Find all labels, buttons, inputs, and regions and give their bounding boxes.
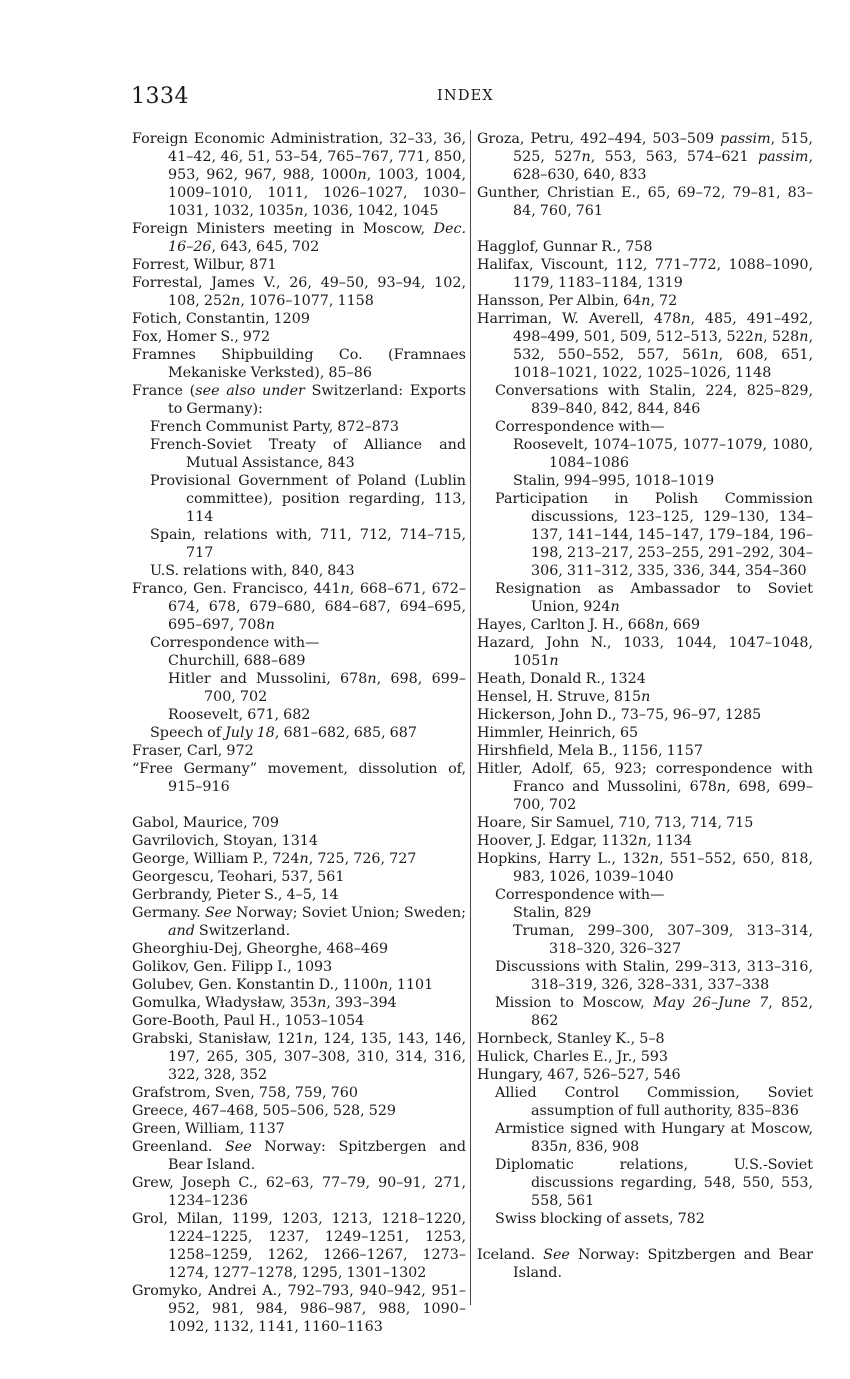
index-entry: Gore-Booth, Paul H., 1053–1054 [132, 1013, 365, 1029]
index-entry: Germany. See Norway; Soviet Union; Sweden; and Switzerland. [132, 905, 466, 939]
index-entry: Hensel, H. Struve, 815n [477, 689, 651, 705]
index-subentry: Correspondence with— [495, 419, 665, 435]
index-entry: Forrestal, James V., 26, 49–50, 93–94, 102, 108, 252n, 1076–1077, 1158 [132, 275, 466, 309]
index-entry: Gunther, Christian E., 65, 69–72, 79–81, 83–84, 760, 761 [477, 185, 813, 219]
index-entry: Golikov, Gen. Filipp I., 1093 [132, 959, 333, 975]
index-subentry: Correspondence with— [150, 635, 320, 651]
index-subentry: French Communist Party, 872–873 [150, 419, 400, 435]
index-entry: Gerbrandy, Pieter S., 4–5, 14 [132, 887, 339, 903]
index-entry: Forrest, Wilbur, 871 [132, 257, 277, 273]
index-subentry: French-Soviet Treaty of Alliance and Mutual Assistance, 843 [150, 437, 466, 471]
index-entry: Harriman, W. Averell, 478n, 485, 491–492, 498–499, 501, 509, 512–513, 522n, 528n, 532, 550–552, 557, 561n, 608, 651, 1018–1021, 1022, 1025–1026, 1148 [477, 311, 813, 381]
index-subentry: Roosevelt, 671, 682 [168, 707, 311, 723]
index-entry: Gheorghiu-Dej, Gheorghe, 468–469 [132, 941, 389, 957]
index-subentry: Provisional Government of Poland (Lublin committee), position regarding, 113, 114 [150, 473, 466, 525]
index-entry: Green, William, 1137 [132, 1121, 285, 1137]
index-entry: Hayes, Carlton J. H., 668n, 669 [477, 617, 701, 633]
index-entry: Heath, Donald R., 1324 [477, 671, 646, 687]
index-subentry: Swiss blocking of assets, 782 [495, 1211, 705, 1227]
index-entry: Framnes Shipbuilding Co. (Framnaes Mekaniske Verksted), 85–86 [132, 347, 466, 381]
index-subentry: U.S. relations with, 840, 843 [150, 563, 355, 579]
index-subentry: Spain, relations with, 711, 712, 714–715, 717 [150, 527, 466, 561]
index-entry: Hoare, Sir Samuel, 710, 713, 714, 715 [477, 815, 754, 831]
index-entry: Hornbeck, Stanley K., 5–8 [477, 1031, 665, 1047]
index-subentry: Mission to Moscow, May 26–June 7, 852, 862 [495, 995, 813, 1029]
index-subentry: Hitler and Mussolini, 678n, 698, 699–700, 702 [168, 671, 467, 705]
index-entry: Grabski, Stanisław, 121n, 124, 135, 143, 146, 197, 265, 305, 307–308, 310, 314, 316, 322, 328, 352 [132, 1031, 466, 1083]
column-divider [470, 130, 471, 1305]
index-subentry: Correspondence with— [495, 887, 665, 903]
index-entry: Foreign Economic Administration, 32–33, 36, 41–42, 46, 51, 53–54, 765–767, 771, 850, 953, 962, 967, 988, 1000n, 1003, 1004, 1009–1010, 1011, 1026–1027, 1030–1031, 1032, 1035n, 1036, 1042, 1045 [132, 131, 466, 219]
index-entry: Gabol, Maurice, 709 [132, 815, 279, 831]
index-entry: Hitler, Adolf, 65, 923; correspondence with Franco and Mussolini, 678n, 698, 699–700, 702 [477, 761, 813, 813]
index-subentry: Speech of July 18, 681–682, 685, 687 [150, 725, 417, 741]
index-entry: Grol, Milan, 1199, 1203, 1213, 1218–1220, 1224–1225, 1237, 1249–1251, 1253, 1258–1259, 1262, 1266–1267, 1273–1274, 1277–1278, 1295, 1301–1302 [132, 1211, 466, 1281]
index-entry: Grafstrom, Sven, 758, 759, 760 [132, 1085, 358, 1101]
index-entry: Himmler, Heinrich, 65 [477, 725, 639, 741]
index-entry: Hickerson, John D., 73–75, 96–97, 1285 [477, 707, 762, 723]
index-entry: Gromyko, Andrei A., 792–793, 940–942, 951–952, 981, 984, 986–987, 988, 1090–1092, 1132, 1141, 1160–1163 [132, 1283, 466, 1335]
index-subentry: Resignation as Ambassador to Soviet Union, 924n [495, 581, 813, 615]
index-entry: Hansson, Per Albin, 64n, 72 [477, 293, 678, 309]
index-subentry: Stalin, 829 [513, 905, 592, 921]
index-entry: Gomulka, Władysław, 353n, 393–394 [132, 995, 397, 1011]
index-entry: Halifax, Viscount, 112, 771–772, 1088–1090, 1179, 1183–1184, 1319 [477, 257, 813, 291]
index-column-right [477, 130, 813, 1282]
index-entry: Hulick, Charles E., Jr., 593 [477, 1049, 668, 1065]
index-entry: Hagglof, Gunnar R., 758 [477, 239, 653, 255]
index-entry: “Free Germany” movement, dissolution of, 915–916 [132, 761, 466, 795]
index-subentry: Roosevelt, 1074–1075, 1077–1079, 1080, 1084–1086 [513, 437, 813, 471]
index-subentry: Churchill, 688–689 [168, 653, 306, 669]
index-entry: Fox, Homer S., 972 [132, 329, 271, 345]
index-entry: Iceland. See Norway: Spitzbergen and Bear Island. [477, 1247, 813, 1281]
index-subentry: Stalin, 994–995, 1018–1019 [513, 473, 715, 489]
index-entry: Foreign Ministers meeting in Moscow, Dec. 16–26, 643, 645, 702 [132, 221, 466, 255]
running-head: INDEX [437, 88, 494, 104]
index-entry: George, William P., 724n, 725, 726, 727 [132, 851, 417, 867]
index-entry: Hopkins, Harry L., 132n, 551–552, 650, 818, 983, 1026, 1039–1040 [477, 851, 813, 885]
index-entry: France (see also under Switzerland: Exports to Germany): [132, 383, 466, 417]
index-entry: Groza, Petru, 492–494, 503–509 passim, 515, 525, 527n, 553, 563, 574–621 passim, 628–630, 640, 833 [477, 131, 813, 183]
index-entry: Hungary, 467, 526–527, 546 [477, 1067, 681, 1083]
index-subentry: Participation in Polish Commission discussions, 123–125, 129–130, 134–137, 141–144, 145–147, 179–184, 196–198, 213–217, 253–255, 291–292, 304–306, 311–312, 335, 336, 344, 354–360 [495, 491, 813, 579]
index-subentry: Armistice signed with Hungary at Moscow, 835n, 836, 908 [495, 1121, 813, 1155]
index-entry: Grew, Joseph C., 62–63, 77–79, 90–91, 271, 1234–1236 [132, 1175, 466, 1209]
index-entry: Fotich, Constantin, 1209 [132, 311, 310, 327]
index-subentry: Allied Control Commission, Soviet assumption of full authority, 835–836 [495, 1085, 813, 1119]
index-entry: Georgescu, Teohari, 537, 561 [132, 869, 345, 885]
index-subentry: Diplomatic relations, U.S.-Soviet discussions regarding, 548, 550, 553, 558, 561 [495, 1157, 813, 1209]
index-entry: Golubev, Gen. Konstantin D., 1100n, 1101 [132, 977, 434, 993]
index-entry: Fraser, Carl, 972 [132, 743, 254, 759]
index-subentry: Discussions with Stalin, 299–313, 313–316, 318–319, 326, 328–331, 337–338 [495, 959, 813, 993]
index-entry: Greece, 467–468, 505–506, 528, 529 [132, 1103, 397, 1119]
index-column-left [132, 130, 466, 1336]
index-entry: Franco, Gen. Francisco, 441n, 668–671, 672–674, 678, 679–680, 684–687, 694–695, 695–697, 708n [132, 581, 467, 633]
index-subentry: Truman, 299–300, 307–309, 313–314, 318–320, 326–327 [513, 923, 813, 957]
index-entry: Hazard, John N., 1033, 1044, 1047–1048, 1051n [477, 635, 813, 669]
index-entry: Hirshfield, Mela B., 1156, 1157 [477, 743, 703, 759]
index-subentry: Conversations with Stalin, 224, 825–829, 839–840, 842, 844, 846 [495, 383, 813, 417]
index-entry: Greenland. See Norway: Spitzbergen and Bear Island. [132, 1139, 466, 1173]
index-entry: Hoover, J. Edgar, 1132n, 1134 [477, 833, 692, 849]
index-entry: Gavrilovich, Stoyan, 1314 [132, 833, 318, 849]
page-number: 1334 [131, 84, 189, 109]
